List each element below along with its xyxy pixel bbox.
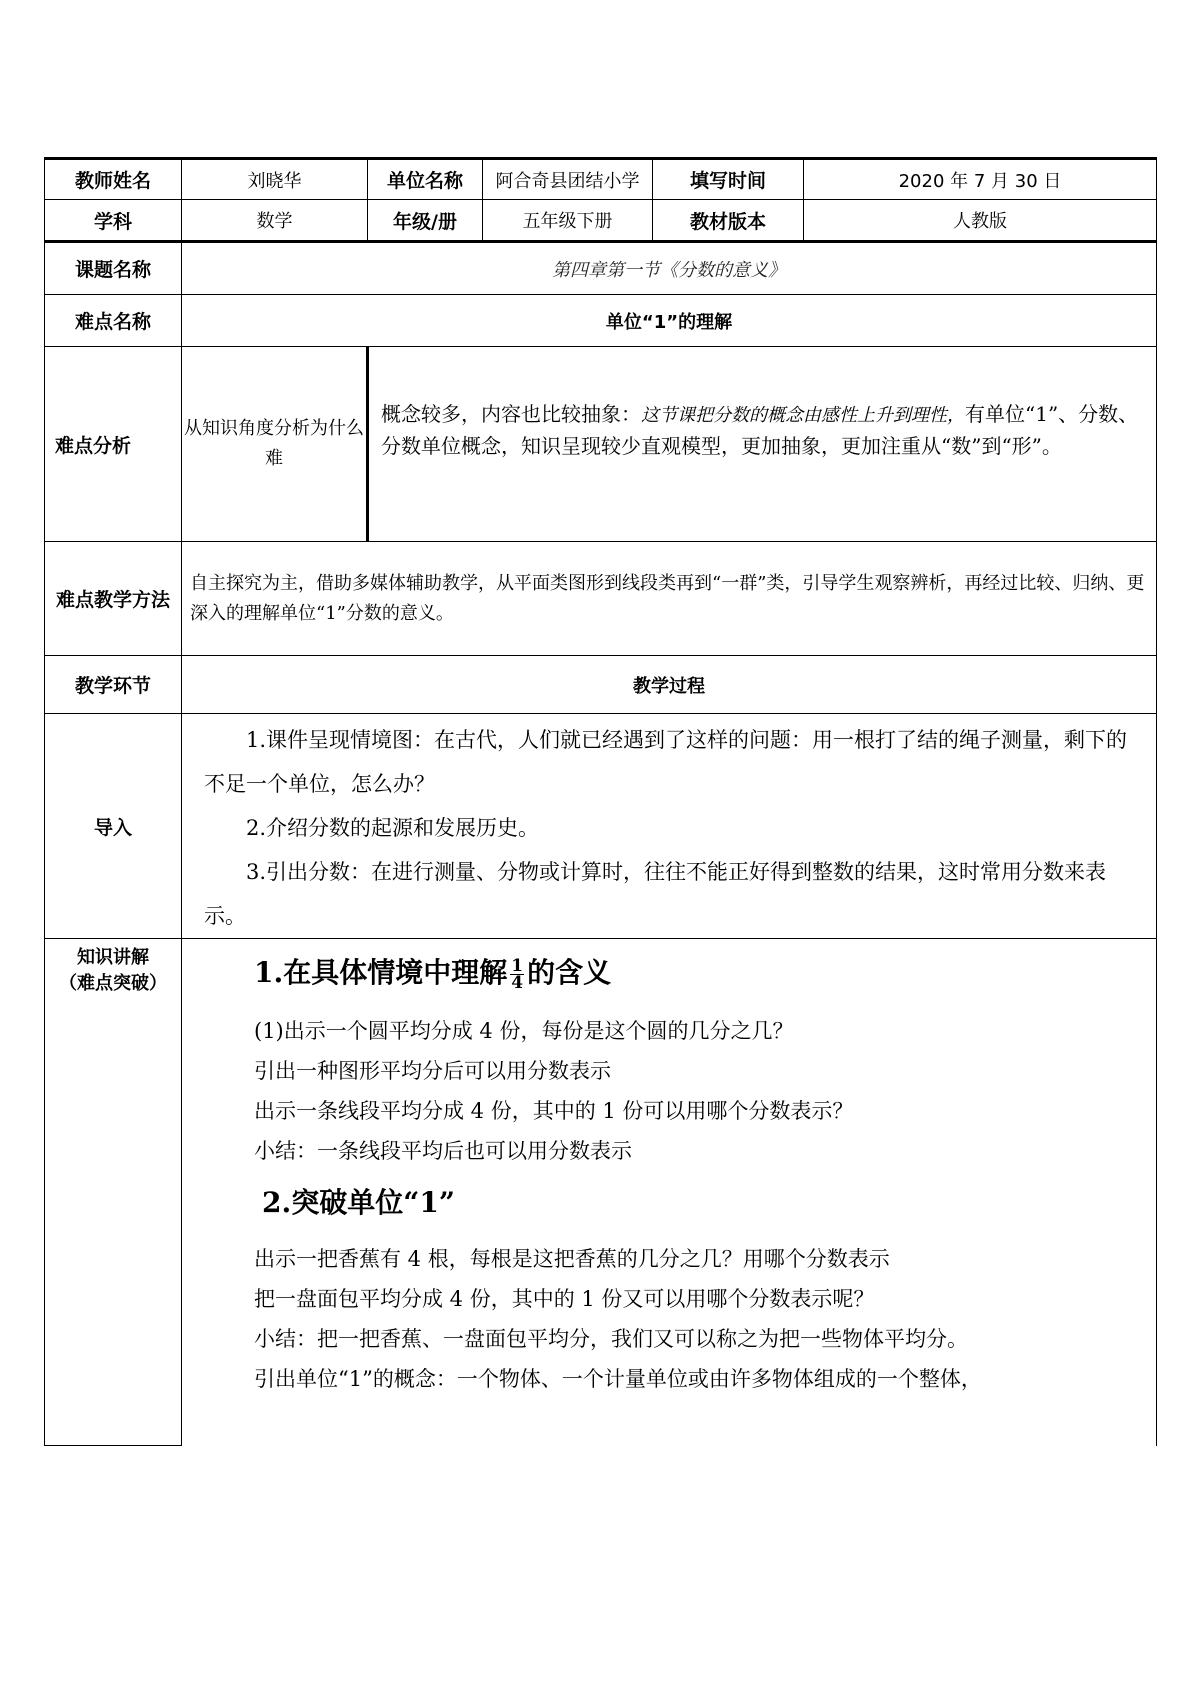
knowledge-content [182, 939, 1157, 1446]
difficulty-value: 单位“1”的理解 [182, 295, 1157, 347]
intro-paragraph-2: 2.介绍分数的起源和发展历史。 [246, 816, 540, 840]
fraction-numerator: 1 [511, 956, 524, 976]
knowledge-line-4: 小结：一条线段平均后也可以用分数表示 [254, 1139, 632, 1163]
lesson-plan-document [44, 157, 1156, 1446]
knowledge-label [45, 939, 182, 1446]
analysis-text-a: 概念较多，内容也比较抽象： [381, 402, 641, 426]
knowledge-label-line-2: （难点突破） [59, 973, 167, 994]
header-row-2 [45, 200, 1157, 242]
unit-label: 单位名称 [368, 159, 483, 200]
difficulty-label: 难点名称 [45, 295, 182, 347]
topic-row [45, 242, 1157, 295]
process-header-row [45, 656, 1157, 714]
edition-label: 教材版本 [653, 200, 804, 242]
date-value: 2020 年 7 月 30 日 [804, 159, 1157, 200]
intro-content [182, 714, 1157, 939]
knowledge-line-5: 出示一把香蕉有 4 根，每根是这把香蕉的几分之几？用哪个分数表示 [254, 1247, 890, 1271]
grade-value: 五年级下册 [483, 200, 653, 242]
analysis-label: 难点分析 [45, 347, 182, 542]
process-stage-label: 教学环节 [45, 656, 182, 714]
topic-value: 第四章第一节《分数的意义》 [182, 242, 1157, 295]
knowledge-label-line-1: 知识讲解 [77, 947, 149, 968]
intro-paragraph-1: 1.课件呈现情境图：在古代，人们就已经遇到了这样的问题：用一根打了结的绳子测量，剩下的不足一个单位，怎么办？ [204, 728, 1128, 796]
knowledge-line-8: 引出单位“1”的概念：一个物体、一个计量单位或由许多物体组成的一个整体， [254, 1367, 982, 1391]
knowledge-line-2: 引出一种图形平均分后可以用分数表示 [254, 1059, 611, 1083]
knowledge-line-3: 出示一条线段平均分成 4 份，其中的 1 份可以用哪个分数表示？ [254, 1099, 854, 1123]
heading-1-suffix: 的含义 [527, 956, 612, 989]
analysis-text-c: 有单位“1”、分数、分数单位概念，知识呈现较少直观模型，更加抽象，更加注重从“数”到“形”。 [381, 402, 1139, 458]
analysis-text [368, 347, 1157, 542]
date-label: 填写时间 [653, 159, 804, 200]
heading-1-prefix: 1.在具体情境中理解 [254, 956, 508, 989]
unit-name: 阿合奇县团结小学 [483, 159, 653, 200]
subject-value: 数学 [182, 200, 368, 242]
lesson-plan-table [44, 157, 1157, 1446]
intro-label: 导入 [45, 714, 182, 939]
intro-paragraph-3: 3.引出分数：在进行测量、分物或计算时，往往不能正好得到整数的结果，这时常用分数来表示。 [204, 860, 1107, 928]
difficulty-row [45, 295, 1157, 347]
analysis-sub-label: 从知识角度分析为什么难 [182, 347, 368, 542]
teacher-name: 刘晓华 [182, 159, 368, 200]
method-label: 难点教学方法 [45, 542, 182, 656]
knowledge-line-1: (1)出示一个圆平均分成 4 份，每份是这个圆的几分之几？ [254, 1019, 794, 1043]
method-row [45, 542, 1157, 656]
fraction-denominator: 4 [511, 973, 524, 993]
knowledge-line-6: 把一盘面包平均分成 4 份，其中的 1 份又可以用哪个分数表示呢？ [254, 1287, 875, 1311]
knowledge-line-7: 小结：把一把香蕉、一盘面包平均分，我们又可以称之为把一些物体平均分。 [254, 1327, 968, 1351]
knowledge-heading-1 [254, 953, 1156, 993]
edition-value: 人教版 [804, 200, 1157, 242]
knowledge-heading-2: 2.突破单位“1” [262, 1186, 455, 1219]
topic-label: 课题名称 [45, 242, 182, 295]
process-label: 教学过程 [182, 656, 1157, 714]
teacher-label: 教师姓名 [45, 159, 182, 200]
fraction-one-quarter [510, 958, 524, 991]
analysis-text-b: 这节课把分数的概念由感性上升到理性， [641, 405, 965, 426]
intro-row [45, 714, 1157, 939]
grade-label: 年级/册 [368, 200, 483, 242]
subject-label: 学科 [45, 200, 182, 242]
analysis-row [45, 347, 1157, 542]
method-text: 自主探究为主，借助多媒体辅助教学，从平面类图形到线段类再到“一群”类，引导学生观察辨析，再经过比较、归纳、更深入的理解单位“1”分数的意义。 [182, 542, 1157, 656]
header-row-1 [45, 159, 1157, 200]
knowledge-row [45, 939, 1157, 1446]
